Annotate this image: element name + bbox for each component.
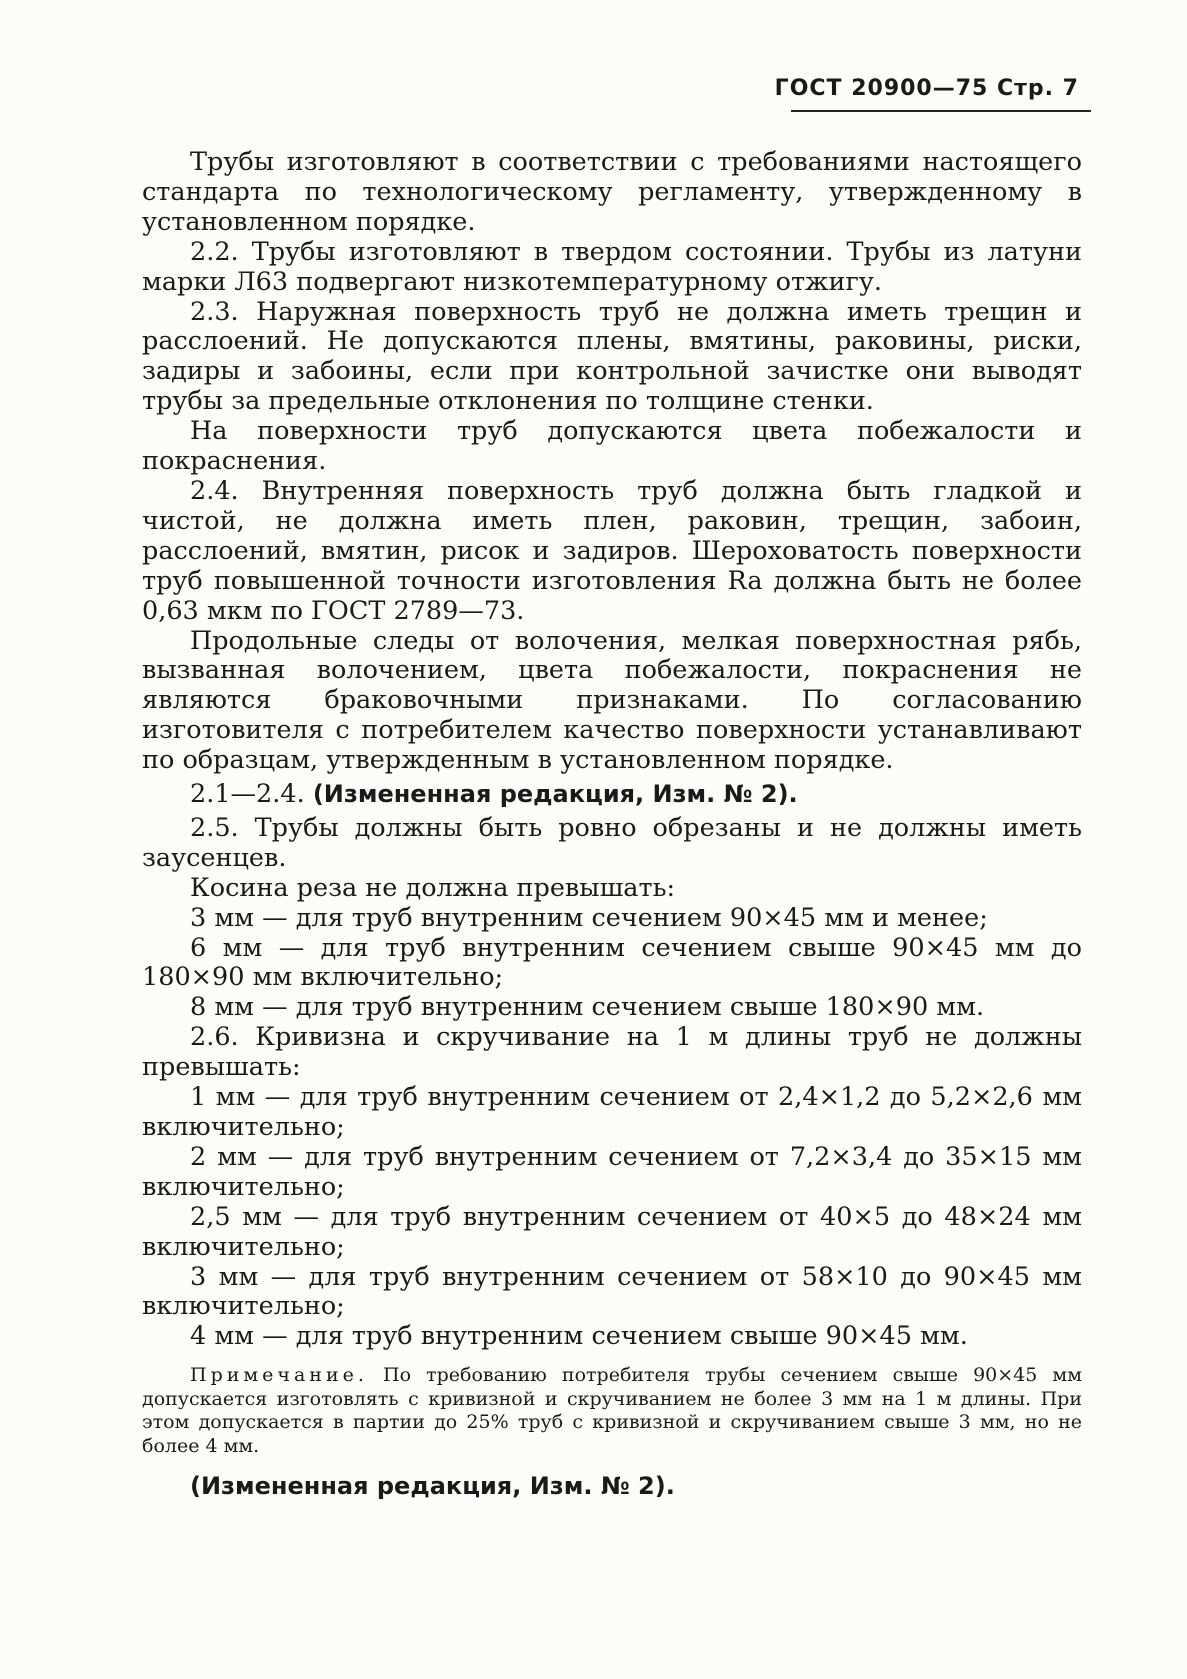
list-item-curvature-3mm: 3 мм — для труб внутренним сечением от 58×10 до 90×45 мм включительно; bbox=[142, 1261, 1082, 1322]
paragraph-2-2: 2.2. Трубы изготовляют в твердом состоянии. Трубы из латуни марки Л63 подвергают низкотемпературному отжигу. bbox=[142, 236, 1082, 297]
amendment-note: (Измененная редакция, Изм. № 2). bbox=[312, 780, 798, 809]
paragraph-2-5: 2.5. Трубы должны быть ровно обрезаны и не должны иметь заусенцев. bbox=[142, 812, 1082, 873]
document-body bbox=[142, 148, 1082, 1502]
list-item-curvature-4mm: 4 мм — для труб внутренним сечением свыше 90×45 мм. bbox=[190, 1321, 968, 1352]
paragraph-2-4: 2.4. Внутренняя поверхность труб должна быть гладкой и чистой, не должна иметь плен, раковин, трещин, забоин, расслоений, вмятин, рисок и задиров. Шероховатость поверхности труб повышенной точности изготовления Ra должна быть не более 0,63 мкм по ГОСТ 2789—73. bbox=[142, 475, 1082, 626]
paragraph-2-6: 2.6. Кривизна и скручивание на 1 м длины труб не должны превышать: bbox=[142, 1022, 1082, 1083]
page-header bbox=[775, 76, 1079, 107]
note-label: Примечание. bbox=[190, 1364, 368, 1387]
list-item-cut-6mm: 6 мм — для труб внутренним сечением свыше 90×45 мм до 180×90 мм включительно; bbox=[142, 932, 1082, 993]
header-standard-number: ГОСТ 20900—75 Стр. 7 bbox=[774, 76, 1079, 101]
paragraph-2-3: 2.3. Наружная поверхность труб не должна иметь трещин и расслоений. Не допускаются плены, вмятины, раковины, риски, задиры и забоины, если при контрольной зачистке они выводят трубы за предельные отклонения по толщине стенки. bbox=[142, 296, 1082, 417]
list-item-cut-8mm: 8 мм — для труб внутренним сечением свыше 180×90 мм. bbox=[190, 992, 985, 1023]
paragraph-manufacturing: Трубы изготовляют в соответствии с требованиями настоящего стандарта по технологическому регламенту, утвержденному в установленном порядке. bbox=[142, 147, 1082, 237]
list-item-curvature-2mm: 2 мм — для труб внутренним сечением от 7,2×3,4 до 35×15 мм включительно; bbox=[142, 1141, 1082, 1202]
list-item-curvature-1mm: 1 мм — для труб внутренним сечением от 2,4×1,2 до 5,2×2,6 мм включительно; bbox=[142, 1082, 1082, 1142]
amendment-range: 2.1—2.4. bbox=[190, 779, 305, 810]
paragraph-drawing-marks: Продольные следы от волочения, мелкая поверхностная рябь, вызванная волочением, цвета побежалости, покраснения не являются браковочными признаками. По согласованию изготовителя с потребителем качество поверхности устанавливают по образцам, утвержденным в установленном порядке. bbox=[142, 625, 1082, 776]
paragraph-tarnish: На поверхности труб допускаются цвета побежалости и покраснения. bbox=[142, 416, 1082, 477]
note-block bbox=[142, 1364, 1082, 1458]
list-item-curvature-2-5mm: 2,5 мм — для труб внутренним сечением от 40×5 до 48×24 мм включительно; bbox=[142, 1201, 1082, 1262]
note-text: По требованию потребителя трубы сечением свыше 90×45 мм допускается изготовлять с кривизной и скручиванием не более 3 мм на 1 м длины. При этом допускается в партии до 25% труб с кривизной и скручиванием свыше 3 мм, но не более 4 мм. bbox=[142, 1364, 1082, 1457]
final-amendment-note: (Измененная редакция, Изм. № 2). bbox=[190, 1472, 675, 1501]
paragraph-cut-skew: Косина реза не должна превышать: bbox=[190, 872, 676, 903]
header-rule bbox=[791, 110, 1091, 112]
paragraph-amendment-2-1-2-4 bbox=[142, 780, 1082, 810]
list-item-cut-3mm: 3 мм — для труб внутренним сечением 90×45 мм и менее; bbox=[190, 902, 988, 933]
